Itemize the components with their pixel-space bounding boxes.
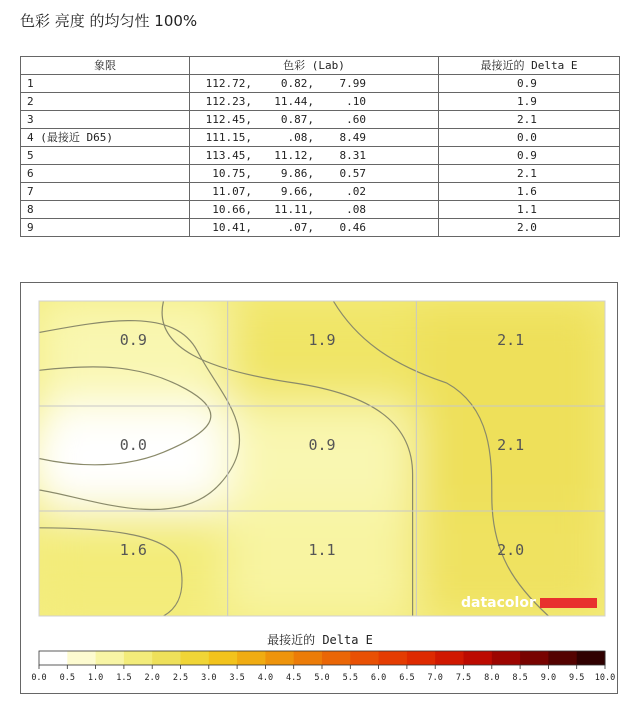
cell-quadrant: 9 [21,219,190,237]
lab-l-value: 113.45, [205,149,252,162]
lab-b-value: .60 [346,113,366,126]
colorbar-swatch [39,651,68,665]
lab-l-value: 112.23, [205,95,252,108]
lab-a-value: .07, [287,221,314,234]
colorbar-swatch [67,651,96,665]
table-row [21,201,620,219]
lab-a-value: 9.86, [280,167,314,180]
cell-delta-e: 2.1 [439,165,620,183]
cell-lab [190,219,439,237]
cell-value-label: 2.0 [497,541,525,559]
cell-value-label: 1.6 [119,541,147,559]
heatmap-cell [226,299,419,408]
cell-quadrant: 6 [21,165,190,183]
heatmap-cell [226,509,419,618]
cell-value-label: 1.9 [308,331,336,349]
colorbar-tick-label: 7.0 [427,673,443,683]
cell-quadrant: 7 [21,183,190,201]
cell-value-label: 2.1 [497,331,525,349]
colorbar-swatch [407,651,436,665]
cell-quadrant: 3 [21,111,190,129]
lab-l-value: 11.07, [212,185,252,198]
colorbar-swatch [492,651,521,665]
table-row [21,165,620,183]
colorbar-tick-label: 9.0 [540,673,557,683]
colorbar-tick-label: 4.0 [257,673,274,683]
lab-b-value: .08 [346,203,366,216]
cell-delta-e: 0.9 [439,147,620,165]
cell-lab [190,183,439,201]
lab-a-value: .08, [287,131,314,144]
colorbar-swatch [548,651,577,665]
lab-b-value: 8.31 [339,149,366,162]
cell-delta-e: 2.0 [439,219,620,237]
heatmap-cell [226,404,419,513]
colorbar-tick-label: 2.0 [144,673,160,683]
cell-delta-e: 1.1 [439,201,620,219]
cell-lab [190,165,439,183]
lab-a-value: 0.87, [280,113,314,126]
colorbar-swatch [464,651,493,665]
lab-a-value: 11.12, [274,149,314,162]
cell-lab [190,147,439,165]
cell-value-label: 0.9 [119,331,147,349]
table-row [21,93,620,111]
header-quadrant: 象限 [21,57,190,75]
colorbar-tick-label: 1.5 [116,673,132,683]
logo-bar [540,598,597,608]
table-row [21,219,620,237]
lab-a-value: 11.44, [274,95,314,108]
lab-b-value: .10 [346,95,366,108]
cell-delta-e: 2.1 [439,111,620,129]
colorbar-tick-label: 1.0 [87,673,104,683]
lab-l-value: 111.15, [205,131,252,144]
colorbar-tick-label: 3.5 [229,673,245,683]
heatmap-chart [21,283,619,695]
cell-delta-e: 0.9 [439,75,620,93]
table-row [21,111,620,129]
table-body [21,75,620,237]
cell-quadrant: 4 (最接近 D65) [21,129,190,147]
lab-b-value: 0.46 [339,221,366,234]
lab-a-value: 11.11, [274,203,314,216]
table-row [21,75,620,93]
heatmap-cell [414,299,607,408]
cell-lab [190,129,439,147]
colorbar-tick-label: 0.0 [31,673,47,683]
colorbar-tick-label: 4.5 [286,673,302,683]
cell-lab [190,75,439,93]
lab-l-value: 10.66, [212,203,252,216]
colorbar-tick-label: 7.5 [455,673,472,683]
cell-lab [190,201,439,219]
colorbar-tick-label: 8.0 [484,673,500,683]
cell-lab [190,111,439,129]
table-row [21,147,620,165]
lab-b-value: 0.57 [339,167,366,180]
colorbar-swatch [294,651,323,665]
colorbar-swatch [350,651,379,665]
cell-value-label: 1.1 [308,541,336,559]
colorbar-swatch [181,651,210,665]
datacolor-logo: datacolor [461,595,536,611]
colorbar-tick-label: 10.0 [594,673,616,683]
cell-quadrant: 8 [21,201,190,219]
table-header-row [21,57,620,75]
page-title: 色彩 亮度 的均匀性 100% [20,12,198,30]
colorbar-swatch [379,651,408,665]
table-row [21,129,620,147]
minimum-highlight [21,411,228,506]
colorbar-tick-label: 5.5 [342,673,358,683]
uniformity-table [20,56,620,237]
heatmap-cell [37,299,230,408]
cell-quadrant: 2 [21,93,190,111]
colorbar-swatch [96,651,125,665]
table-row [21,183,620,201]
colorbar-swatch [577,651,606,665]
cell-value-label: 2.1 [497,436,525,454]
colorbar-tick-label: 8.5 [512,673,528,683]
colorbar-swatch [152,651,181,665]
cell-delta-e: 1.6 [439,183,620,201]
header-delta-e: 最接近的 Delta E [439,57,620,75]
colorbar-swatch [265,651,294,665]
lab-b-value: 7.99 [339,77,366,90]
colorbar-tick-label: 0.5 [59,673,75,683]
header-lab: 色彩 (Lab) [190,57,439,75]
heatmap-cell [414,404,607,513]
colorbar-tick-label: 3.0 [201,673,217,683]
colorbar-swatch [237,651,266,665]
cell-value-label: 0.0 [119,436,147,454]
colorbar-swatch [124,651,153,665]
cell-value-label: 0.9 [308,436,336,454]
heatmap-cell [37,509,230,618]
cell-delta-e: 0.0 [439,129,620,147]
cell-delta-e: 1.9 [439,93,620,111]
cell-lab [190,93,439,111]
colorbar-tick-label: 6.5 [399,673,415,683]
colorbar-tick-label: 5.0 [314,673,330,683]
colorbar-swatch [435,651,464,665]
colorbar-label: 最接近的 Delta E [267,633,373,647]
lab-a-value: 9.66, [280,185,314,198]
lab-l-value: 10.75, [212,167,252,180]
cell-quadrant: 1 [21,75,190,93]
colorbar-swatch [209,651,238,665]
colorbar-tick-label: 6.0 [370,673,387,683]
lab-l-value: 112.72, [205,77,252,90]
cell-quadrant: 5 [21,147,190,165]
lab-a-value: 0.82, [280,77,314,90]
lab-b-value: .02 [346,185,366,198]
lab-b-value: 8.49 [339,131,366,144]
colorbar-swatch [520,651,549,665]
heatmap-frame [20,282,618,694]
colorbar-tick-label: 9.5 [569,673,585,683]
colorbar-tick-label: 2.5 [172,673,189,683]
lab-l-value: 112.45, [205,113,252,126]
colorbar-swatch [322,651,351,665]
lab-l-value: 10.41, [212,221,252,234]
